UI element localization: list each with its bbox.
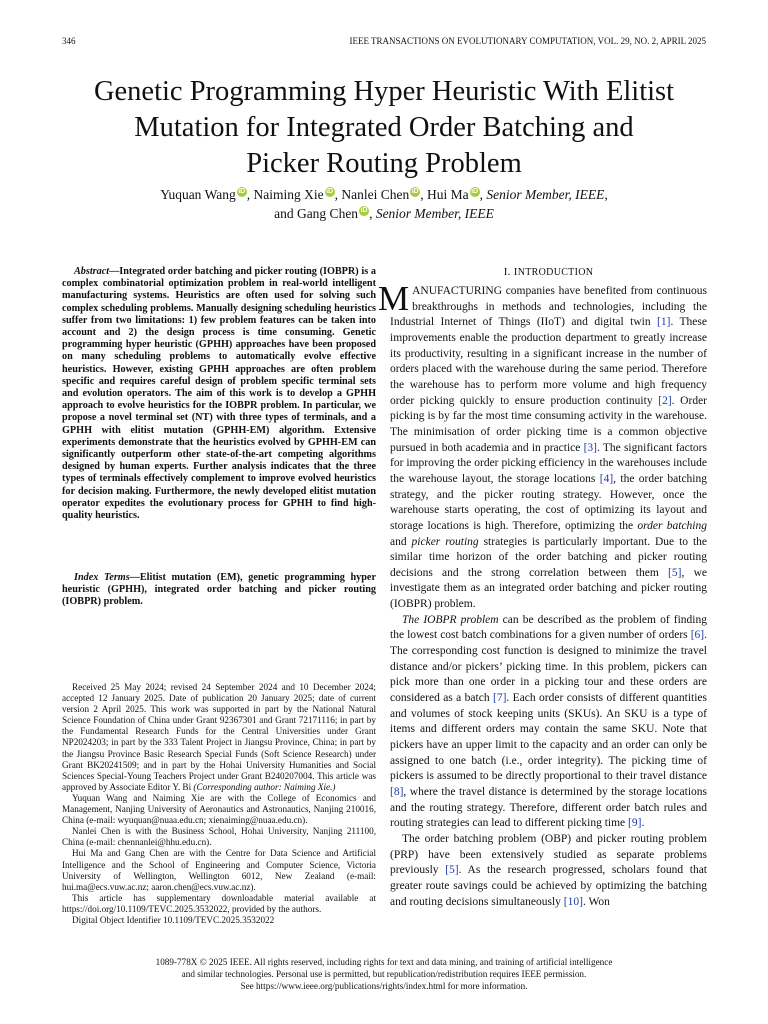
intro-paragraph: The IOBPR problem can be described as the problem of finding the lowest cost batch combinations for a given number of orders [6]. The corresponding cost function is designed to minimize the travel distance and/or pickers’ picking time. In this problem, pickers can pick more than one order in a picking tour and these orders are considered as a batch [7]. Each order consists of different quantities and volumes of stock keeping units (SKUs). An SKU is a type of items and different orders may contain the same SKU. Note that pickers have an upper limit to the capacity and an order can only be assigned to one batch (i.e., order integrity). The picking time of pickers is assumed to be directly proportional to their travel distance [8], where the travel distance is determined by the storage locations and the routing strategy. Therefore, different order batch rules and routing strategies can lead to different picking time [9]. bbox=[390, 613, 707, 830]
author-name: Nanlei Chen bbox=[341, 187, 410, 202]
citation-link[interactable]: [10] bbox=[563, 895, 583, 908]
section-heading: I. INTRODUCTION bbox=[503, 266, 594, 278]
author-name: and Gang Chen bbox=[274, 206, 359, 221]
footnote-doi: Digital Object Identifier 10.1109/TEVC.2025.3532022 bbox=[72, 914, 275, 925]
title-line-3: Picker Routing Problem bbox=[246, 148, 522, 179]
citation-link[interactable]: [8] bbox=[390, 786, 404, 798]
copyright-notice bbox=[80, 956, 688, 992]
footnote-supplementary[interactable]: This article has supplementary downloadable material available at https://doi.org/10.1109/TEVC.2025.3532022, provided by the authors. bbox=[62, 892, 376, 914]
copyright-line: See https://www.ieee.org/publications/rights/index.html for more information. bbox=[240, 981, 528, 991]
page-number: 346 bbox=[62, 36, 76, 46]
intro-paragraph: The order batching problem (OBP) and picker routing problem (PRP) have been extensively studied as separate problems previously [5]. As the research progressed, scholars found that greater route savings could be achieved by optimizing the batching and routing decisions simultaneously [10]. Won bbox=[390, 832, 707, 908]
author-membership: Senior Member, IEEE bbox=[375, 206, 494, 221]
orcid-icon[interactable]: iD bbox=[360, 207, 368, 214]
index-terms-text: Elitist mutation (EM), genetic programming hyper heuristic (GPHH), integrated order batching and picker routing (IOBPR) problem. bbox=[62, 572, 376, 608]
citation-link[interactable]: [5] bbox=[668, 566, 682, 579]
orcid-icon[interactable]: iD bbox=[411, 188, 419, 195]
copyright-line: and similar technologies. Personal use is permitted, but republication/redistribution requires IEEE permission. bbox=[181, 969, 587, 979]
drop-cap: M bbox=[378, 279, 410, 318]
title-line-2: Mutation for Integrated Order Batching and bbox=[134, 112, 634, 143]
abstract-text: Integrated order batching and picker routing (IOBPR) is a complex combinatorial optimization problem in real-world intelligent manufacturing systems. Heuristics are often used for solving such complex scheduling problems. Manually designing scheduling heuristics suffer from two limitations: 1) few problem features can be taken into account and 2) the design process is time consuming. Genetic programming hyper heuristic (GPHH) approaches have been proposed on many scheduling problems to automatically evolve effective heuristics. However, existing GPHH approaches are often problem specific and requires careful design of problem specific terminal sets and evolution operators. The aim of this work is to develop a GPHH approach to evolve heuristics for the IOBPR problem. In particular, we propose a novel terminal set (NT) with three types of terminals, and a GPHH with elitist mutation (GPHH-EM) algorithm. Extensive experiments demonstrate that the heuristics evolved by GPHH-EM can significantly outperform other state-of-the-art competing algorithms designed by human experts. Further analysis indicates that the three types of terminals effectively complement to improve evolved heuristics for decision making. Furthermore, the newly developed elitist mutation operator expedites the evolutionary process for GPHH to find high-quality heuristics. bbox=[62, 266, 376, 522]
title-line-1: Genetic Programming Hyper Heuristic With Elitist bbox=[93, 76, 675, 107]
author-name: Hui Ma bbox=[426, 187, 469, 202]
index-terms-label: Index Terms bbox=[74, 572, 130, 583]
citation-link[interactable]: [7] bbox=[492, 692, 507, 705]
author-list: Yuquan Wang iD , Naiming Xie iD , Nanlei Chen iD , Hui Ma iD , Senior Member, IEEE, and Gang Chen iD , Senior Member, IEEE bbox=[160, 187, 608, 221]
citation-link[interactable]: [6] bbox=[690, 629, 705, 642]
abstract: Abstract—Integrated order batching and picker routing (IOBPR) is a complex combinatorial optimization problem in real-world intelligent manufacturing systems. Heuristics are often used for solving such complex scheduling problems. Manually designing scheduling heuristics suffer from two limitations: 1) few problem features can be taken into account and 2) the design process is time consuming. Genetic programming hyper heuristic (GPHH) approaches have been proposed on many scheduling problems to automatically evolve effective heuristics. However, existing GPHH approaches are often problem specific and requires careful design of problem specific terminal sets and evolution operators. The aim of this work is to develop a GPHH approach to evolve heuristics for the IOBPR problem. In particular, we propose a novel terminal set (NT) with three types of terminals, and a GPHH with elitist mutation (GPHH-EM) algorithm. Extensive experiments demonstrate that the heuristics evolved by GPHH-EM can significantly outperform other state-of-the-art competing algorithms designed by human experts. Further analysis indicates that the three types of terminals effectively complement to improve evolved heuristics for decision making. Furthermore, the newly developed elitist mutation operator expedites the evolutionary process for GPHH to find high-quality heuristics. bbox=[62, 266, 376, 522]
author-membership: Senior Member, IEEE bbox=[486, 187, 605, 202]
citation-link[interactable]: [3] bbox=[583, 441, 597, 454]
citation-link[interactable]: [4] bbox=[599, 472, 614, 485]
abstract-label: Abstract bbox=[74, 266, 110, 277]
intro-paragraph: MANUFACTURING companies have benefited from continuous breakthroughs in methods and technologies, including the Industrial Internet of Things (IIoT) and digital twin [1]. These improvements enable the production department to greatly increase its productivity, resulting in a significant increase in the number of orders placed with the warehouse during the same period. Therefore the warehouse has to perform more volume and high frequency order picking quickly to ensure production continuity [2]. Order picking is by far the most time consuming activity in the warehouse. The minimisation of order picking time is a common objective pursued in both academia and in practice [3]. The significant factors for improving the order picking efficiency in the warehouses include the warehouse layout, the storage locations [4], the order batching strategy, and the picker routing strategy. However, once the warehouse starts operating, the cost of optimizing its layout and storage locations is high. Therefore, optimizing the order batching and picker routing strategies is particularly important. Due to the similar time horizon of the order batching and picker routing decisions and the strong correlation between them [5], we investigate them as an integrated order batching and picker routing (IOBPR) problem. bbox=[378, 279, 708, 611]
citation-link[interactable]: [2] bbox=[658, 394, 672, 407]
orcid-icon[interactable]: iD bbox=[238, 188, 246, 195]
footnote-affiliation: Hui Ma and Gang Chen are with the Centre for Data Science and Artificial Intelligence and the School of Engineering and Computer Science, Victoria University of Wellington, Wellington 6012, New Zealand (e-mail: hui.ma@ecs.vuw.ac.nz; aaron.chen@ecs.vuw.ac.nz). bbox=[62, 848, 376, 892]
footnotes bbox=[62, 682, 376, 926]
author-name: Naiming Xie bbox=[253, 187, 324, 202]
orcid-icon[interactable]: iD bbox=[326, 188, 334, 195]
citation-link[interactable]: [1] bbox=[657, 316, 671, 329]
author-name: Yuquan Wang bbox=[160, 187, 236, 202]
footnote-affiliation: Nanlei Chen is with the Business School, Hohai University, Nanjing 211100, China (e-mail: chennanlei@hhu.edu.cn). bbox=[62, 826, 376, 848]
journal-header: IEEE TRANSACTIONS ON EVOLUTIONARY COMPUTATION, VOL. 29, NO. 2, APRIL 2025 bbox=[349, 36, 706, 46]
citation-link[interactable]: [5] bbox=[445, 864, 459, 877]
footnote-affiliation: Yuquan Wang and Naiming Xie are with the College of Economics and Management, Nanjing University of Aeronautics and Astronautics, Nanjing 210016, China (e-mail: wyuquan@nuaa.edu.cn; xienaiming@nuaa.edu.cn). bbox=[62, 792, 376, 826]
citation-link[interactable]: [9] bbox=[628, 817, 642, 830]
copyright-line: 1089-778X © 2025 IEEE. All rights reserved, including rights for text and data mining, and training of artificial intelligence bbox=[155, 957, 613, 967]
orcid-icon[interactable]: iD bbox=[471, 188, 479, 195]
index-terms: Index Terms—Elitist mutation (EM), genetic programming hyper heuristic (GPHH), integrated order batching and picker routing (IOBPR) problem. bbox=[62, 572, 376, 608]
paper-title bbox=[40, 74, 728, 182]
footnote-received: Received 25 May 2024; revised 24 September 2024 and 10 December 2024; accepted 12 January 2025. Date of publication 20 January 2025; date of current version 2 April 2025. This work was supported in part by the National Natural Science Foundation of China under Grant 92367301 and Grant 72171116; in part by the Fundamental Research Funds for the Central Universities under Grant NP2024203; in part by the 333 Talent Project in Jiangsu Province, China; in part by the Jiangsu Province Basic Research Special Funds (Soft Science Research) under Grant BK20241509; and in part by the Hohai University Humanities and Social Sciences Special-Young Teachers Project under Grant B240207004. This article was approved by Associate Editor Y. Bi (Corresponding author: Naiming Xie.) bbox=[62, 682, 376, 792]
introduction-body bbox=[378, 279, 708, 910]
